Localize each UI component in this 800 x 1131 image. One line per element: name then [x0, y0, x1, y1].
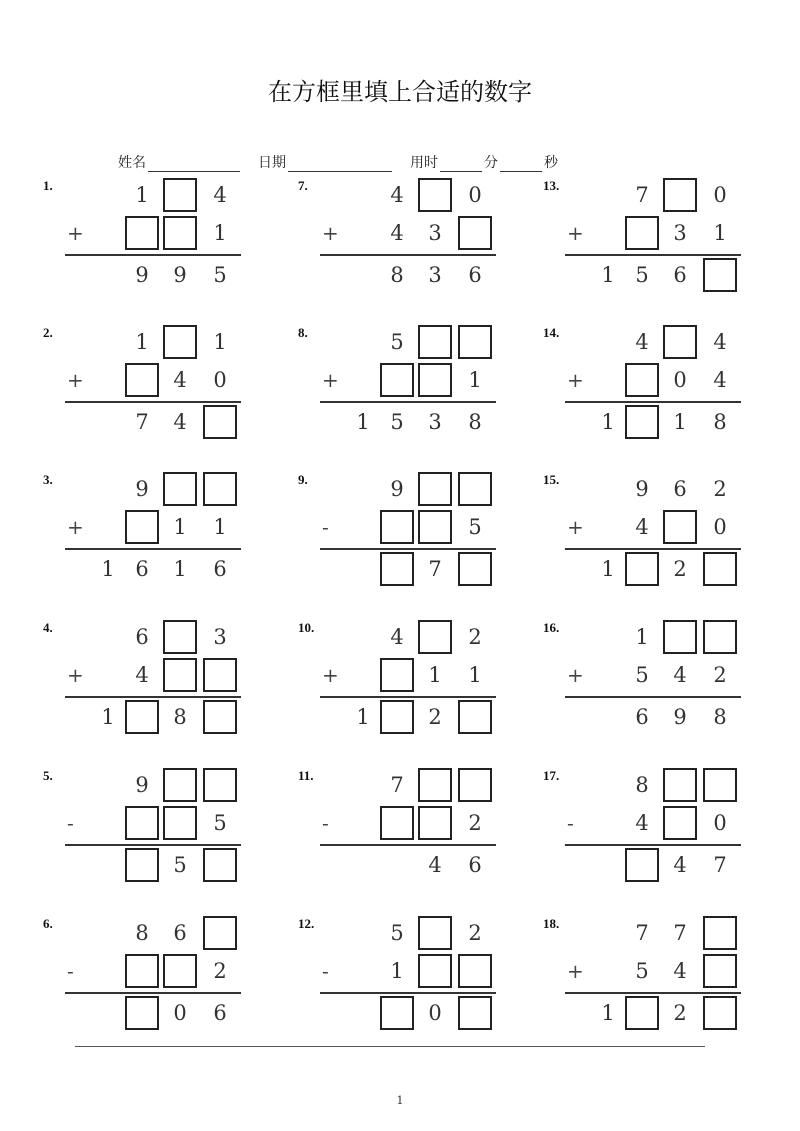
- answer-box[interactable]: [163, 216, 197, 250]
- digit: 1: [713, 221, 727, 245]
- problem-16: [543, 620, 741, 760]
- digit: 1: [601, 410, 615, 434]
- problem-number: 2.: [43, 325, 53, 340]
- digit: 7: [135, 410, 149, 434]
- digit: 9: [673, 705, 687, 729]
- operator-sign: +: [567, 515, 584, 539]
- digit: 4: [390, 625, 404, 649]
- digit: 7: [635, 183, 649, 207]
- operator-sign: +: [322, 221, 339, 245]
- digit: 4: [713, 368, 727, 392]
- answer-box[interactable]: [380, 552, 414, 586]
- digit: 9: [135, 477, 149, 501]
- problem-6: [43, 916, 241, 1056]
- answer-box[interactable]: [663, 325, 697, 359]
- operator-sign: -: [322, 959, 329, 983]
- seconds-blank[interactable]: [500, 157, 542, 172]
- digit: 6: [673, 263, 687, 287]
- date-label: 日期: [258, 155, 286, 171]
- digit: 7: [673, 921, 687, 945]
- problem-number: 4.: [43, 620, 53, 635]
- answer-box[interactable]: [625, 552, 659, 586]
- answer-box[interactable]: [418, 510, 452, 544]
- digit: 7: [713, 853, 727, 877]
- digit: 6: [468, 263, 482, 287]
- digit: 4: [213, 183, 227, 207]
- problem-number: 13.: [543, 178, 560, 193]
- problem-9: [298, 472, 496, 612]
- answer-box[interactable]: [380, 996, 414, 1030]
- digit: 4: [173, 410, 187, 434]
- answer-box[interactable]: [703, 620, 737, 654]
- digit: 0: [173, 1001, 187, 1025]
- answer-box[interactable]: [163, 806, 197, 840]
- answer-box[interactable]: [125, 954, 159, 988]
- digit: 2: [673, 1001, 687, 1025]
- digit: 6: [173, 921, 187, 945]
- digit: 8: [390, 263, 404, 287]
- digit: 6: [213, 557, 227, 581]
- page-number: 1: [396, 1094, 404, 1107]
- answer-box[interactable]: [125, 848, 159, 882]
- answer-box[interactable]: [380, 658, 414, 692]
- digit: 4: [713, 330, 727, 354]
- problem-number: 1.: [43, 178, 53, 193]
- page-title: 在方框里填上合适的数字: [268, 78, 532, 106]
- answer-box[interactable]: [203, 700, 237, 734]
- answer-box[interactable]: [380, 510, 414, 544]
- digit: 2: [673, 557, 687, 581]
- answer-box[interactable]: [163, 472, 197, 506]
- seconds-label: 秒: [544, 155, 558, 171]
- answer-box[interactable]: [703, 768, 737, 802]
- digit: 8: [468, 410, 482, 434]
- answer-box[interactable]: [163, 620, 197, 654]
- problem-number: 18.: [543, 916, 560, 931]
- sum-line: [320, 548, 496, 550]
- digit: 2: [713, 477, 727, 501]
- sum-line: [65, 696, 241, 698]
- answer-box[interactable]: [418, 620, 452, 654]
- student-info-line: [118, 152, 558, 172]
- digit: 1: [601, 1001, 615, 1025]
- answer-box[interactable]: [418, 325, 452, 359]
- digit: 1: [428, 663, 442, 687]
- problem-1: [43, 178, 241, 318]
- sum-line: [565, 401, 741, 403]
- answer-box[interactable]: [418, 954, 452, 988]
- answer-box[interactable]: [458, 552, 492, 586]
- problem-3: [43, 472, 241, 612]
- problem-number: 6.: [43, 916, 53, 931]
- digit: 9: [135, 773, 149, 797]
- digit: 1: [101, 557, 115, 581]
- answer-box[interactable]: [418, 363, 452, 397]
- digit: 2: [468, 921, 482, 945]
- problem-17: [543, 768, 741, 908]
- problem-number: 14.: [543, 325, 560, 340]
- answer-box[interactable]: [703, 954, 737, 988]
- answer-box[interactable]: [625, 363, 659, 397]
- digit: 4: [390, 183, 404, 207]
- digit: 0: [213, 368, 227, 392]
- operator-sign: +: [67, 221, 84, 245]
- footer-divider: [75, 1046, 705, 1047]
- answer-box[interactable]: [458, 325, 492, 359]
- operator-sign: +: [567, 663, 584, 687]
- minutes-blank[interactable]: [440, 157, 482, 172]
- digit: 8: [713, 410, 727, 434]
- answer-box[interactable]: [625, 996, 659, 1030]
- digit: 1: [356, 705, 370, 729]
- digit: 4: [635, 515, 649, 539]
- operator-sign: -: [322, 515, 329, 539]
- digit: 2: [428, 705, 442, 729]
- problem-4: [43, 620, 241, 760]
- problem-number: 12.: [298, 916, 315, 931]
- sum-line: [65, 844, 241, 846]
- operator-sign: -: [67, 959, 74, 983]
- digit: 3: [673, 221, 687, 245]
- digit: 5: [635, 959, 649, 983]
- problem-8: [298, 325, 496, 465]
- digit: 5: [213, 811, 227, 835]
- digit: 4: [673, 959, 687, 983]
- answer-box[interactable]: [458, 472, 492, 506]
- problem-5: [43, 768, 241, 908]
- sum-line: [320, 696, 496, 698]
- digit: 1: [173, 557, 187, 581]
- digit: 4: [428, 853, 442, 877]
- digit: 5: [213, 263, 227, 287]
- problem-13: [543, 178, 741, 318]
- digit: 8: [713, 705, 727, 729]
- problem-2: [43, 325, 241, 465]
- digit: 2: [213, 959, 227, 983]
- digit: 1: [673, 410, 687, 434]
- answer-box[interactable]: [163, 768, 197, 802]
- digit: 1: [390, 959, 404, 983]
- digit: 3: [428, 221, 442, 245]
- problem-number: 7.: [298, 178, 308, 193]
- sum-line: [65, 548, 241, 550]
- problem-number: 17.: [543, 768, 560, 783]
- digit: 6: [468, 853, 482, 877]
- answer-box[interactable]: [203, 658, 237, 692]
- answer-box[interactable]: [663, 178, 697, 212]
- digit: 8: [635, 773, 649, 797]
- answer-box[interactable]: [380, 806, 414, 840]
- digit: 1: [601, 557, 615, 581]
- digit: 7: [428, 557, 442, 581]
- sum-line: [320, 844, 496, 846]
- digit: 4: [635, 811, 649, 835]
- digit: 4: [673, 663, 687, 687]
- digit: 9: [635, 477, 649, 501]
- digit: 0: [468, 183, 482, 207]
- answer-box[interactable]: [203, 472, 237, 506]
- sum-line: [565, 696, 741, 698]
- digit: 5: [173, 853, 187, 877]
- digit: 8: [173, 705, 187, 729]
- answer-box[interactable]: [163, 954, 197, 988]
- operator-sign: -: [322, 811, 329, 835]
- digit: 4: [135, 663, 149, 687]
- answer-box[interactable]: [380, 363, 414, 397]
- digit: 5: [635, 663, 649, 687]
- answer-box[interactable]: [625, 405, 659, 439]
- digit: 5: [468, 515, 482, 539]
- answer-box[interactable]: [703, 258, 737, 292]
- answer-box[interactable]: [125, 996, 159, 1030]
- digit: 4: [635, 330, 649, 354]
- sum-line: [65, 992, 241, 994]
- operator-sign: +: [567, 368, 584, 392]
- digit: 3: [428, 263, 442, 287]
- time-label: 用时: [410, 155, 438, 171]
- answer-box[interactable]: [163, 178, 197, 212]
- answer-box[interactable]: [163, 658, 197, 692]
- digit: 1: [356, 410, 370, 434]
- sum-line: [320, 992, 496, 994]
- date-blank[interactable]: [288, 157, 392, 172]
- answer-box[interactable]: [203, 848, 237, 882]
- digit: 8: [135, 921, 149, 945]
- digit: 1: [213, 330, 227, 354]
- digit: 4: [173, 368, 187, 392]
- problem-14: [543, 325, 741, 465]
- digit: 1: [468, 368, 482, 392]
- operator-sign: +: [67, 368, 84, 392]
- digit: 4: [673, 853, 687, 877]
- answer-box[interactable]: [625, 848, 659, 882]
- answer-box[interactable]: [703, 916, 737, 950]
- problem-12: [298, 916, 496, 1056]
- answer-box[interactable]: [125, 216, 159, 250]
- answer-box[interactable]: [663, 806, 697, 840]
- digit: 2: [468, 811, 482, 835]
- answer-box[interactable]: [458, 216, 492, 250]
- digit: 9: [390, 477, 404, 501]
- sum-line: [565, 992, 741, 994]
- digit: 6: [135, 557, 149, 581]
- digit: 1: [468, 663, 482, 687]
- problem-number: 5.: [43, 768, 53, 783]
- operator-sign: -: [567, 811, 574, 835]
- digit: 6: [213, 1001, 227, 1025]
- digit: 1: [173, 515, 187, 539]
- problem-number: 10.: [298, 620, 315, 635]
- sum-line: [565, 254, 741, 256]
- answer-box[interactable]: [418, 916, 452, 950]
- name-label: 姓名: [118, 155, 146, 171]
- digit: 5: [390, 921, 404, 945]
- sum-line: [565, 844, 741, 846]
- digit: 7: [390, 773, 404, 797]
- operator-sign: +: [67, 515, 84, 539]
- answer-box[interactable]: [203, 768, 237, 802]
- answer-box[interactable]: [163, 325, 197, 359]
- digit: 1: [101, 705, 115, 729]
- operator-sign: +: [322, 663, 339, 687]
- minutes-label: 分: [484, 155, 498, 171]
- operator-sign: +: [567, 221, 584, 245]
- digit: 2: [468, 625, 482, 649]
- digit: 0: [673, 368, 687, 392]
- answer-box[interactable]: [458, 996, 492, 1030]
- answer-box[interactable]: [418, 472, 452, 506]
- answer-box[interactable]: [663, 510, 697, 544]
- operator-sign: +: [567, 959, 584, 983]
- operator-sign: +: [322, 368, 339, 392]
- digit: 6: [673, 477, 687, 501]
- digit: 3: [428, 410, 442, 434]
- digit: 6: [135, 625, 149, 649]
- answer-box[interactable]: [125, 700, 159, 734]
- problem-10: [298, 620, 496, 760]
- answer-box[interactable]: [125, 806, 159, 840]
- answer-box[interactable]: [125, 363, 159, 397]
- answer-box[interactable]: [203, 916, 237, 950]
- problem-18: [543, 916, 741, 1056]
- problem-number: 3.: [43, 472, 53, 487]
- problem-7: [298, 178, 496, 318]
- problem-number: 15.: [543, 472, 560, 487]
- problem-11: [298, 768, 496, 908]
- operator-sign: +: [67, 663, 84, 687]
- digit: 2: [713, 663, 727, 687]
- digit: 0: [713, 811, 727, 835]
- problem-15: [543, 472, 741, 612]
- digit: 5: [390, 410, 404, 434]
- answer-box[interactable]: [203, 405, 237, 439]
- answer-box[interactable]: [458, 700, 492, 734]
- sum-line: [65, 401, 241, 403]
- answer-box[interactable]: [663, 768, 697, 802]
- answer-box[interactable]: [703, 996, 737, 1030]
- name-blank[interactable]: [148, 157, 240, 172]
- answer-box[interactable]: [458, 954, 492, 988]
- digit: 7: [635, 921, 649, 945]
- answer-box[interactable]: [418, 806, 452, 840]
- digit: 6: [635, 705, 649, 729]
- problem-number: 9.: [298, 472, 308, 487]
- sum-line: [65, 254, 241, 256]
- digit: 9: [135, 263, 149, 287]
- answer-box[interactable]: [125, 510, 159, 544]
- digit: 1: [213, 515, 227, 539]
- digit: 3: [213, 625, 227, 649]
- operator-sign: -: [67, 811, 74, 835]
- digit: 0: [713, 515, 727, 539]
- answer-box[interactable]: [418, 768, 452, 802]
- answer-box[interactable]: [663, 620, 697, 654]
- sum-line: [320, 254, 496, 256]
- answer-box[interactable]: [625, 216, 659, 250]
- sum-line: [320, 401, 496, 403]
- digit: 0: [713, 183, 727, 207]
- digit: 1: [213, 221, 227, 245]
- problem-number: 8.: [298, 325, 308, 340]
- digit: 5: [390, 330, 404, 354]
- digit: 1: [601, 263, 615, 287]
- problem-number: 16.: [543, 620, 560, 635]
- answer-box[interactable]: [703, 552, 737, 586]
- digit: 4: [390, 221, 404, 245]
- problem-number: 11.: [298, 768, 314, 783]
- digit: 9: [173, 263, 187, 287]
- digit: 1: [135, 330, 149, 354]
- digit: 1: [135, 183, 149, 207]
- answer-box[interactable]: [418, 178, 452, 212]
- answer-box[interactable]: [458, 768, 492, 802]
- sum-line: [565, 548, 741, 550]
- answer-box[interactable]: [380, 700, 414, 734]
- digit: 5: [635, 263, 649, 287]
- digit: 1: [635, 625, 649, 649]
- digit: 0: [428, 1001, 442, 1025]
